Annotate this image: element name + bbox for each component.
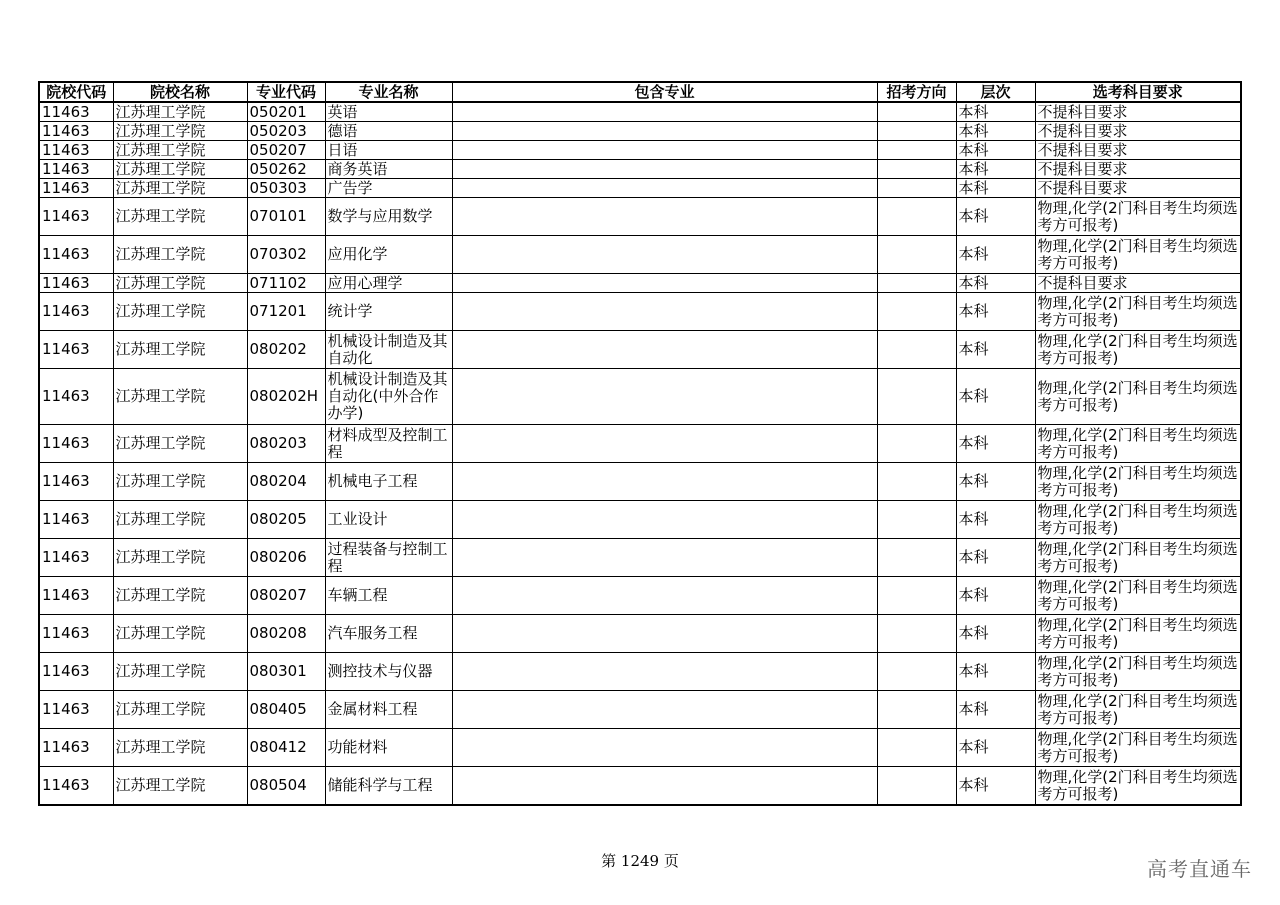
cell-included-majors: [452, 198, 877, 236]
cell-major-name: 工业设计: [325, 501, 452, 539]
table-row: [39, 236, 1241, 274]
cell-major-code: 080202: [247, 331, 325, 369]
cell-school-code: 11463: [39, 501, 113, 539]
cell-school-code: 11463: [39, 767, 113, 806]
cell-major-code: 050201: [247, 102, 325, 122]
cell-school-name: 江苏理工学院: [113, 198, 247, 236]
cell-major-name: 过程装备与控制工程: [325, 539, 452, 577]
cell-direction: [877, 369, 956, 425]
cell-direction: [877, 577, 956, 615]
cell-level: 本科: [956, 160, 1035, 179]
cell-level: 本科: [956, 369, 1035, 425]
cell-included-majors: [452, 501, 877, 539]
cell-subject-requirement: 不提科目要求: [1035, 102, 1241, 122]
table-row: [39, 729, 1241, 767]
cell-direction: [877, 198, 956, 236]
cell-major-code: 050203: [247, 122, 325, 141]
cell-school-code: 11463: [39, 425, 113, 463]
cell-direction: [877, 179, 956, 198]
header-major-code: 专业代码: [247, 82, 325, 102]
cell-subject-requirement: 物理,化学(2门科目考生均须选考方可报考): [1035, 369, 1241, 425]
cell-school-name: 江苏理工学院: [113, 425, 247, 463]
watermark: 高考直通车: [1147, 857, 1252, 881]
cell-subject-requirement: 物理,化学(2门科目考生均须选考方可报考): [1035, 691, 1241, 729]
header-direction: 招考方向: [877, 82, 956, 102]
cell-school-code: 11463: [39, 179, 113, 198]
cell-major-name: 统计学: [325, 293, 452, 331]
cell-direction: [877, 653, 956, 691]
cell-school-code: 11463: [39, 539, 113, 577]
cell-subject-requirement: 不提科目要求: [1035, 141, 1241, 160]
cell-subject-requirement: 物理,化学(2门科目考生均须选考方可报考): [1035, 653, 1241, 691]
table-row: [39, 369, 1241, 425]
cell-included-majors: [452, 236, 877, 274]
cell-direction: [877, 141, 956, 160]
cell-direction: [877, 102, 956, 122]
cell-school-name: 江苏理工学院: [113, 274, 247, 293]
cell-major-name: 储能科学与工程: [325, 767, 452, 806]
cell-direction: [877, 615, 956, 653]
table-row: [39, 102, 1241, 122]
cell-included-majors: [452, 293, 877, 331]
cell-school-name: 江苏理工学院: [113, 160, 247, 179]
cell-major-name: 应用化学: [325, 236, 452, 274]
cell-major-code: 080301: [247, 653, 325, 691]
cell-included-majors: [452, 179, 877, 198]
cell-school-code: 11463: [39, 236, 113, 274]
cell-included-majors: [452, 425, 877, 463]
cell-major-code: 080204: [247, 463, 325, 501]
cell-included-majors: [452, 369, 877, 425]
cell-included-majors: [452, 729, 877, 767]
cell-major-name: 车辆工程: [325, 577, 452, 615]
cell-subject-requirement: 物理,化学(2门科目考生均须选考方可报考): [1035, 236, 1241, 274]
cell-school-name: 江苏理工学院: [113, 539, 247, 577]
cell-major-code: 080202H: [247, 369, 325, 425]
cell-school-name: 江苏理工学院: [113, 179, 247, 198]
cell-school-code: 11463: [39, 729, 113, 767]
cell-subject-requirement: 物理,化学(2门科目考生均须选考方可报考): [1035, 463, 1241, 501]
cell-included-majors: [452, 653, 877, 691]
cell-level: 本科: [956, 463, 1035, 501]
cell-level: 本科: [956, 501, 1035, 539]
cell-level: 本科: [956, 729, 1035, 767]
cell-included-majors: [452, 539, 877, 577]
cell-school-code: 11463: [39, 653, 113, 691]
cell-major-code: 080412: [247, 729, 325, 767]
cell-school-code: 11463: [39, 293, 113, 331]
cell-school-name: 江苏理工学院: [113, 122, 247, 141]
cell-major-code: 080206: [247, 539, 325, 577]
cell-school-code: 11463: [39, 122, 113, 141]
cell-school-code: 11463: [39, 615, 113, 653]
table-row: [39, 274, 1241, 293]
cell-school-code: 11463: [39, 102, 113, 122]
cell-direction: [877, 293, 956, 331]
cell-major-code: 050262: [247, 160, 325, 179]
cell-school-name: 江苏理工学院: [113, 615, 247, 653]
cell-major-name: 数学与应用数学: [325, 198, 452, 236]
cell-subject-requirement: 物理,化学(2门科目考生均须选考方可报考): [1035, 425, 1241, 463]
cell-subject-requirement: 物理,化学(2门科目考生均须选考方可报考): [1035, 198, 1241, 236]
cell-included-majors: [452, 691, 877, 729]
cell-school-name: 江苏理工学院: [113, 691, 247, 729]
cell-subject-requirement: 物理,化学(2门科目考生均须选考方可报考): [1035, 501, 1241, 539]
cell-subject-requirement: 不提科目要求: [1035, 179, 1241, 198]
table-row: [39, 293, 1241, 331]
cell-direction: [877, 501, 956, 539]
page-number: 第 1249 页: [601, 852, 679, 870]
cell-major-name: 机械电子工程: [325, 463, 452, 501]
table-body: [39, 102, 1241, 805]
cell-school-code: 11463: [39, 463, 113, 501]
cell-included-majors: [452, 767, 877, 806]
cell-direction: [877, 160, 956, 179]
cell-direction: [877, 331, 956, 369]
cell-level: 本科: [956, 274, 1035, 293]
table-row: [39, 425, 1241, 463]
cell-level: 本科: [956, 179, 1035, 198]
cell-school-name: 江苏理工学院: [113, 102, 247, 122]
table-row: [39, 122, 1241, 141]
cell-level: 本科: [956, 615, 1035, 653]
cell-school-name: 江苏理工学院: [113, 767, 247, 806]
cell-major-code: 071102: [247, 274, 325, 293]
table-row: [39, 463, 1241, 501]
cell-major-name: 测控技术与仪器: [325, 653, 452, 691]
cell-level: 本科: [956, 425, 1035, 463]
cell-major-name: 功能材料: [325, 729, 452, 767]
cell-school-code: 11463: [39, 691, 113, 729]
cell-level: 本科: [956, 691, 1035, 729]
cell-school-code: 11463: [39, 274, 113, 293]
cell-school-name: 江苏理工学院: [113, 729, 247, 767]
table-row: [39, 615, 1241, 653]
table-row: [39, 141, 1241, 160]
table-row: [39, 653, 1241, 691]
cell-level: 本科: [956, 293, 1035, 331]
cell-major-name: 英语: [325, 102, 452, 122]
cell-level: 本科: [956, 122, 1035, 141]
header-subject-requirement: 选考科目要求: [1035, 82, 1241, 102]
cell-major-name: 日语: [325, 141, 452, 160]
cell-major-code: 071201: [247, 293, 325, 331]
admission-table: [38, 81, 1242, 806]
cell-included-majors: [452, 331, 877, 369]
cell-direction: [877, 463, 956, 501]
cell-major-code: 070101: [247, 198, 325, 236]
cell-direction: [877, 425, 956, 463]
cell-subject-requirement: 不提科目要求: [1035, 160, 1241, 179]
cell-subject-requirement: 不提科目要求: [1035, 274, 1241, 293]
table-row: [39, 331, 1241, 369]
table-row: [39, 179, 1241, 198]
table-row: [39, 539, 1241, 577]
cell-major-code: 050207: [247, 141, 325, 160]
cell-subject-requirement: 物理,化学(2门科目考生均须选考方可报考): [1035, 615, 1241, 653]
cell-school-name: 江苏理工学院: [113, 141, 247, 160]
cell-major-code: 070302: [247, 236, 325, 274]
cell-direction: [877, 274, 956, 293]
cell-school-name: 江苏理工学院: [113, 331, 247, 369]
header-level: 层次: [956, 82, 1035, 102]
cell-major-name: 应用心理学: [325, 274, 452, 293]
cell-school-name: 江苏理工学院: [113, 293, 247, 331]
cell-direction: [877, 122, 956, 141]
cell-included-majors: [452, 102, 877, 122]
cell-level: 本科: [956, 767, 1035, 806]
header-major-name: 专业名称: [325, 82, 452, 102]
cell-major-name: 机械设计制造及其自动化: [325, 331, 452, 369]
cell-major-code: 080203: [247, 425, 325, 463]
cell-included-majors: [452, 160, 877, 179]
cell-subject-requirement: 物理,化学(2门科目考生均须选考方可报考): [1035, 729, 1241, 767]
cell-major-name: 机械设计制造及其自动化(中外合作办学): [325, 369, 452, 425]
cell-major-name: 汽车服务工程: [325, 615, 452, 653]
cell-subject-requirement: 物理,化学(2门科目考生均须选考方可报考): [1035, 293, 1241, 331]
cell-school-code: 11463: [39, 369, 113, 425]
cell-subject-requirement: 不提科目要求: [1035, 122, 1241, 141]
cell-school-code: 11463: [39, 331, 113, 369]
table-row: [39, 767, 1241, 806]
cell-level: 本科: [956, 198, 1035, 236]
cell-school-name: 江苏理工学院: [113, 501, 247, 539]
cell-school-name: 江苏理工学院: [113, 463, 247, 501]
cell-school-code: 11463: [39, 198, 113, 236]
cell-subject-requirement: 物理,化学(2门科目考生均须选考方可报考): [1035, 767, 1241, 806]
cell-subject-requirement: 物理,化学(2门科目考生均须选考方可报考): [1035, 539, 1241, 577]
cell-direction: [877, 691, 956, 729]
table-row: [39, 577, 1241, 615]
cell-major-code: 080207: [247, 577, 325, 615]
cell-included-majors: [452, 141, 877, 160]
cell-school-code: 11463: [39, 160, 113, 179]
header-included-majors: 包含专业: [452, 82, 877, 102]
cell-level: 本科: [956, 331, 1035, 369]
header-school-name: 院校名称: [113, 82, 247, 102]
table-row: [39, 160, 1241, 179]
cell-major-name: 德语: [325, 122, 452, 141]
cell-level: 本科: [956, 102, 1035, 122]
cell-school-code: 11463: [39, 577, 113, 615]
cell-major-code: 080504: [247, 767, 325, 806]
cell-school-code: 11463: [39, 141, 113, 160]
table-header-row: [39, 82, 1241, 102]
cell-subject-requirement: 物理,化学(2门科目考生均须选考方可报考): [1035, 577, 1241, 615]
cell-level: 本科: [956, 236, 1035, 274]
cell-major-name: 金属材料工程: [325, 691, 452, 729]
cell-major-name: 商务英语: [325, 160, 452, 179]
cell-included-majors: [452, 122, 877, 141]
cell-major-name: 广告学: [325, 179, 452, 198]
cell-major-name: 材料成型及控制工程: [325, 425, 452, 463]
cell-included-majors: [452, 274, 877, 293]
cell-level: 本科: [956, 539, 1035, 577]
cell-major-code: 080205: [247, 501, 325, 539]
cell-included-majors: [452, 463, 877, 501]
cell-major-code: 080405: [247, 691, 325, 729]
cell-school-name: 江苏理工学院: [113, 369, 247, 425]
cell-level: 本科: [956, 653, 1035, 691]
cell-school-name: 江苏理工学院: [113, 577, 247, 615]
cell-school-name: 江苏理工学院: [113, 653, 247, 691]
cell-subject-requirement: 物理,化学(2门科目考生均须选考方可报考): [1035, 331, 1241, 369]
cell-direction: [877, 539, 956, 577]
cell-major-code: 080208: [247, 615, 325, 653]
table-row: [39, 501, 1241, 539]
cell-included-majors: [452, 615, 877, 653]
cell-direction: [877, 729, 956, 767]
cell-school-name: 江苏理工学院: [113, 236, 247, 274]
table-row: [39, 691, 1241, 729]
cell-direction: [877, 767, 956, 806]
header-school-code: 院校代码: [39, 82, 113, 102]
cell-major-code: 050303: [247, 179, 325, 198]
cell-level: 本科: [956, 141, 1035, 160]
cell-included-majors: [452, 577, 877, 615]
table-row: [39, 198, 1241, 236]
cell-level: 本科: [956, 577, 1035, 615]
cell-direction: [877, 236, 956, 274]
